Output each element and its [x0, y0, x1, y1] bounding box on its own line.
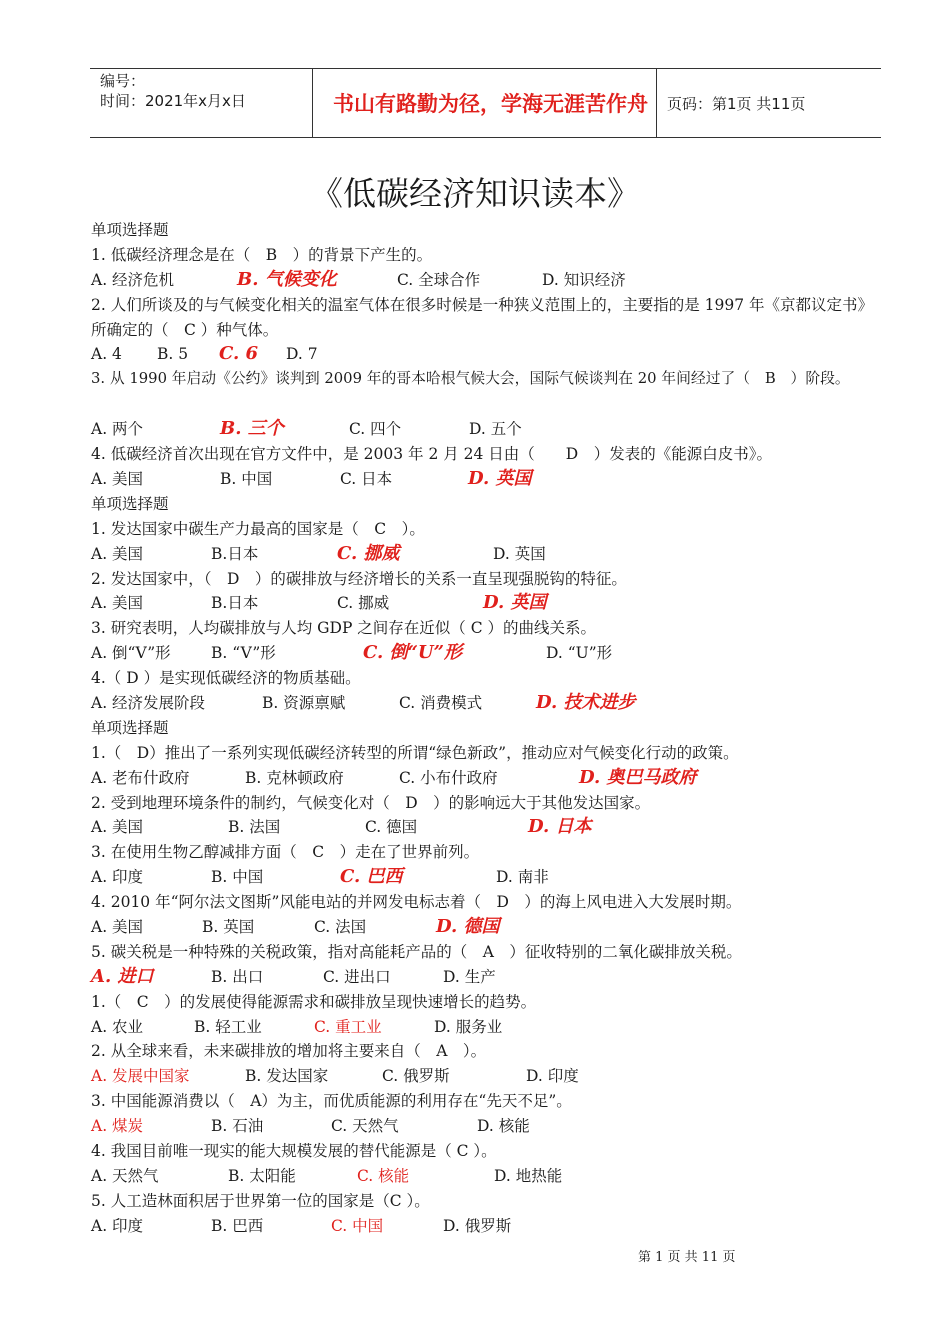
question-text: 1.（ C ）的发展使得能源需求和碳排放呈现快速增长的趋势。	[91, 992, 537, 1011]
option-a: A. 4	[91, 345, 122, 364]
options-row	[91, 467, 901, 492]
question-text: 5. 人工造林面积居于世界第一位的国家是（C ）。	[91, 1191, 430, 1210]
option-c: C. 法国	[314, 917, 367, 936]
question-text: 5. 碳关税是一种特殊的关税政策，指对高能耗产品的（ A ）征收特别的二氧化碳排放关税。	[91, 942, 742, 961]
header-page-info: 页码：第1页 共11页	[667, 94, 806, 113]
options-row	[91, 965, 901, 990]
options-row	[91, 1214, 901, 1239]
option-c-answer: C. 重工业	[314, 1017, 382, 1036]
option-d: D. 生产	[443, 967, 496, 986]
option-a-answer: A. 发展中国家	[91, 1067, 190, 1086]
option-c: C. 天然气	[331, 1117, 399, 1136]
question-text: 2. 发达国家中，（ D ）的碳排放与经济增长的关系一直呈现强脱钩的特征。	[91, 569, 627, 588]
options-row	[91, 691, 901, 716]
option-d: D. 7	[286, 345, 318, 364]
section-heading: 单项选择题	[91, 494, 169, 513]
option-a: A. 美国	[91, 917, 144, 936]
option-d-answer: D. 英国	[468, 467, 532, 489]
options-row	[91, 1114, 901, 1139]
section-heading: 单项选择题	[91, 718, 169, 737]
options-row	[91, 417, 901, 442]
option-b: B. 轻工业	[194, 1017, 262, 1036]
option-c-answer: C. 巴西	[340, 866, 403, 888]
document-time-label: 时间：2021年x月x日	[100, 92, 246, 110]
options-row	[91, 865, 901, 890]
option-b: B. “V”形	[211, 644, 276, 663]
options-row	[91, 766, 901, 791]
option-b: B. 法国	[228, 818, 281, 837]
options-row	[91, 641, 901, 666]
option-c-answer: C. 倒“U”形	[363, 642, 462, 664]
options-row	[91, 1164, 901, 1189]
option-d-answer: D. 德国	[436, 915, 500, 937]
options-row	[91, 342, 901, 367]
section-heading: 单项选择题	[91, 221, 169, 239]
option-a: A. 天然气	[91, 1166, 159, 1185]
option-b: B.日本	[211, 544, 259, 563]
options-row	[91, 268, 901, 293]
option-a: A. 经济发展阶段	[91, 693, 206, 712]
option-a: A. 印度	[91, 868, 144, 887]
option-d-answer: D. 英国	[483, 592, 547, 614]
option-b: B. 资源禀赋	[262, 693, 346, 712]
option-d-answer: D. 日本	[528, 816, 592, 838]
option-c-answer: C. 6	[219, 343, 259, 365]
option-c: C. 进出口	[323, 967, 391, 986]
option-a-answer: A. 煤炭	[91, 1117, 144, 1136]
option-c-answer: C. 中国	[331, 1216, 384, 1235]
option-c: C. 挪威	[337, 594, 390, 613]
option-b: B.日本	[211, 594, 259, 613]
option-d: D. “U”形	[546, 644, 613, 663]
document-body	[91, 218, 901, 1239]
question-text: 3. 研究表明，人均碳排放与人均 GDP 之间存在近似（ C ）的曲线关系。	[91, 619, 597, 638]
option-a: A. 农业	[91, 1017, 144, 1036]
document-number-label: 编号：	[100, 72, 146, 90]
option-b-answer: B. 气候变化	[237, 268, 337, 290]
option-a: A. 两个	[91, 420, 144, 439]
option-c: C. 俄罗斯	[382, 1067, 450, 1086]
option-b: B. 5	[157, 345, 189, 364]
option-b: B. 英国	[202, 917, 255, 936]
option-b-answer: B. 三个	[220, 418, 284, 440]
option-d-answer: D. 技术进步	[536, 691, 636, 713]
option-b: B. 巴西	[211, 1216, 264, 1235]
option-a: A. 美国	[91, 469, 144, 488]
option-d: D. 印度	[526, 1067, 579, 1086]
option-b: B. 太阳能	[228, 1166, 296, 1185]
option-a: A. 印度	[91, 1216, 144, 1235]
option-c: C. 小布什政府	[399, 768, 498, 787]
question-text: 1. 低碳经济理念是在（ B ）的背景下产生的。	[91, 245, 433, 264]
question-text: 4. 我国目前唯一现实的能大规模发展的替代能源是（ C ）。	[91, 1141, 497, 1160]
option-a: A. 美国	[91, 594, 144, 613]
question-text: 4.（ D ）是实现低碳经济的物质基础。	[91, 669, 361, 688]
header-motto: 书山有路勤为径，学海无涯苦作舟	[313, 69, 657, 137]
option-b: B. 石油	[211, 1117, 264, 1136]
option-c: C. 日本	[340, 469, 393, 488]
option-d: D. 南非	[496, 868, 549, 887]
option-d: D. 俄罗斯	[443, 1216, 512, 1235]
option-d-answer: D. 奥巴马政府	[579, 766, 697, 788]
options-row	[91, 542, 901, 567]
blank-line	[91, 392, 901, 417]
options-row	[91, 1064, 901, 1089]
option-b: B. 发达国家	[245, 1067, 329, 1086]
options-row	[91, 591, 901, 616]
option-b: B. 出口	[211, 967, 264, 986]
options-row	[91, 815, 901, 840]
option-c: C. 全球合作	[397, 270, 481, 289]
question-text: 1. 发达国家中碳生产力最高的国家是（ C ）。	[91, 519, 425, 538]
option-c: C. 四个	[349, 420, 402, 439]
question-text: 3. 中国能源消费以（ A）为主，而优质能源的利用存在“先天不足”。	[91, 1092, 572, 1111]
option-a: A. 老布什政府	[91, 768, 190, 787]
options-row	[91, 915, 901, 940]
question-text: 1.（ D）推出了一系列实现低碳经济转型的所谓“绿色新政”，推动应对气候变化行动的政策。	[91, 743, 739, 762]
option-d: D. 英国	[493, 544, 546, 563]
document-title: 《低碳经济知识读本》	[310, 174, 640, 213]
options-row	[91, 1015, 901, 1040]
option-a-answer: A. 进口	[91, 965, 154, 987]
question-text: 2. 人们所谈及的与气候变化相关的温室气体在很多时候是一种狭义范围上的，主要指的是 1997 年《京都议定书》所确定的（ C ）种气体。	[91, 295, 874, 339]
option-d: D. 知识经济	[542, 270, 626, 289]
question-text: 2. 从全球来看，未来碳排放的增加将主要来自（ A ）。	[91, 1042, 487, 1061]
option-b: B. 克林顿政府	[245, 768, 344, 787]
option-b: B. 中国	[220, 469, 273, 488]
option-c-answer: C. 核能	[357, 1166, 410, 1185]
question-text: 3. 从 1990 年启动《公约》谈判到 2009 年的哥本哈根气候大会，国际气候谈判在 20 年间经过了（ B ）阶段。	[91, 370, 850, 388]
option-c-answer: C. 挪威	[337, 542, 400, 564]
header-meta	[90, 69, 313, 137]
page-footer: 第 1 页 共 11 页	[638, 1250, 736, 1265]
option-a: A. 经济危机	[91, 270, 175, 289]
option-d: D. 地热能	[494, 1166, 563, 1185]
option-a: A. 倒“V”形	[91, 644, 171, 663]
question-text: 3. 在使用生物乙醇减排方面（ C ）走在了世界前列。	[91, 843, 480, 862]
option-a: A. 美国	[91, 818, 144, 837]
option-d: D. 核能	[477, 1117, 530, 1136]
option-c: C. 德国	[365, 818, 418, 837]
question-text: 4. 低碳经济首次出现在官方文件中，是 2003 年 2 月 24 日由（ D ）发表的《能源白皮书》。	[91, 445, 772, 464]
question-text: 4. 2010 年“阿尔法文图斯”风能电站的并网发电标志着（ D ）的海上风电进入大发展时期。	[91, 893, 742, 912]
option-d: D. 服务业	[434, 1017, 503, 1036]
option-c: C. 消费模式	[399, 693, 483, 712]
option-a: A. 美国	[91, 544, 144, 563]
option-b: B. 中国	[211, 868, 264, 887]
page-header	[90, 68, 881, 138]
question-text: 2. 受到地理环境条件的制约，气候变化对（ D ）的影响远大于其他发达国家。	[91, 793, 651, 812]
option-d: D. 五个	[469, 420, 522, 439]
